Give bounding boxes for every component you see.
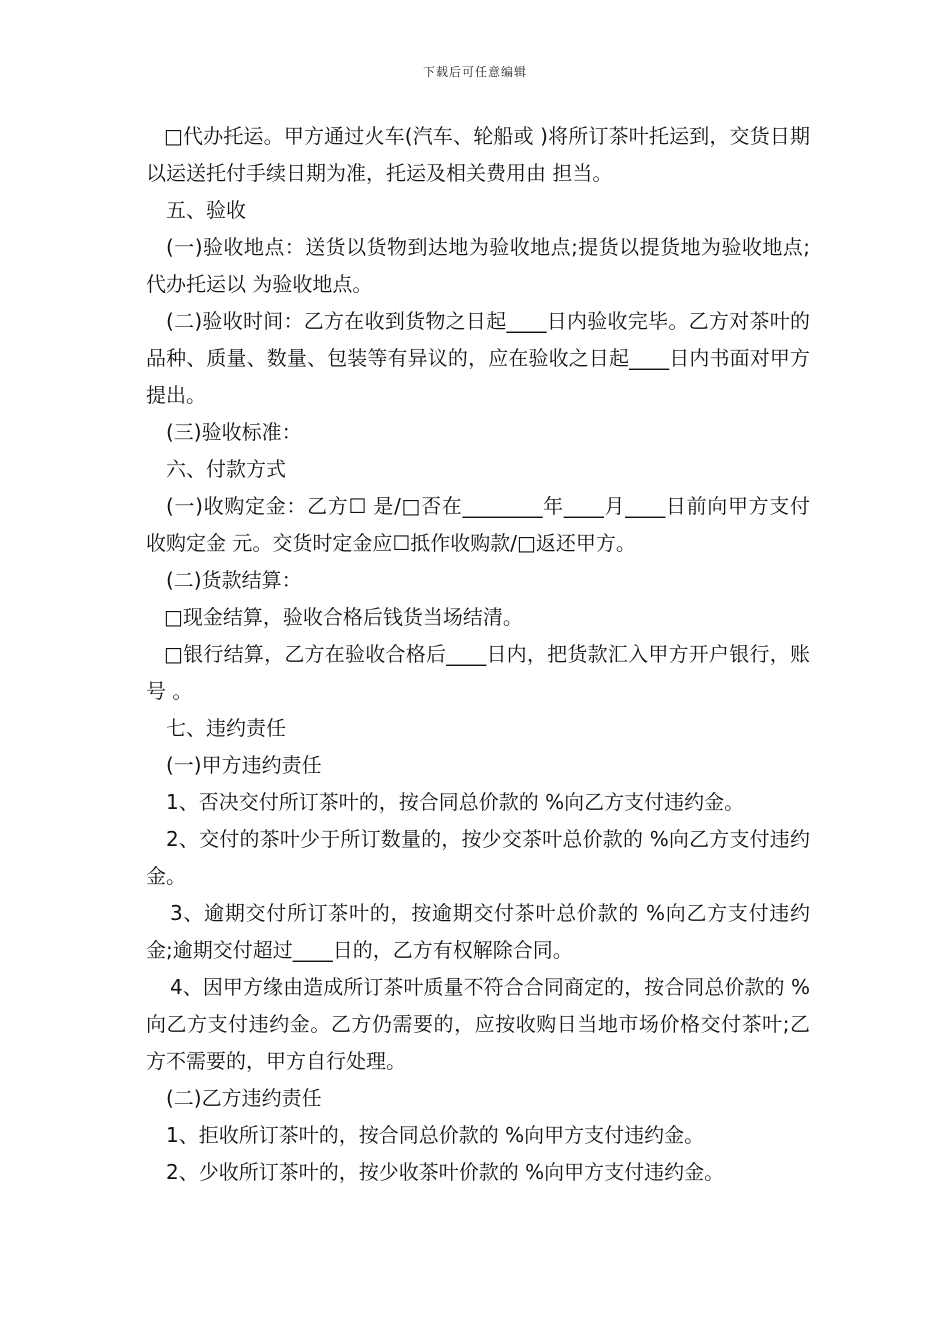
paragraph-consignment: □代办托运。甲方通过火车(汽车、轮船或 )将所订茶叶托运到，交货日期以运送托付手续日期为准，托运及相关费用由 担当。 bbox=[146, 124, 810, 185]
paragraph-deposit: (一)收购定金：乙方☐ 是/□否在________年____月____日前向甲方支付收购定金 元。交货时定金应☐抵作收购款/□返还甲方。 bbox=[146, 494, 810, 555]
paragraph-bank-settlement: □银行结算，乙方在验收合格后____日内，把货款汇入甲方开户银行，账号 。 bbox=[146, 642, 810, 703]
document-body bbox=[146, 118, 810, 1191]
paragraph-inspection-location: (一)验收地点：送货以货物到达地为验收地点;提货以提货地为验收地点;代办托运以 为验收地点。 bbox=[146, 235, 810, 296]
section-heading-inspection: 五、验收 bbox=[166, 198, 246, 222]
paragraph-inspection-standard: (三)验收标准： bbox=[166, 420, 302, 444]
paragraph-party-b-liability: (二)乙方违约责任 bbox=[166, 1086, 322, 1110]
paragraph-a-item-4: 4、因甲方缘由造成所订茶叶质量不符合合同商定的，按合同总价款的 %向乙方支付违约金。乙方仍需要的，应按收购日当地市场价格交付茶叶;乙方不需要的，甲方自行处理。 bbox=[146, 975, 810, 1073]
paragraph-party-a-liability: (一)甲方违约责任 bbox=[166, 753, 322, 777]
paragraph-b-item-1: 1、拒收所订茶叶的，按合同总价款的 %向甲方支付违约金。 bbox=[166, 1123, 705, 1147]
paragraph-inspection-time: (二)验收时间：乙方在收到货物之日起____日内验收完毕。乙方对茶叶的品种、质量、数量、包装等有异议的，应在验收之日起____日内书面对甲方提出。 bbox=[146, 309, 810, 407]
paragraph-a-item-3: 3、逾期交付所订茶叶的，按逾期交付茶叶总价款的 %向乙方支付违约金;逾期交付超过____日的，乙方有权解除合同。 bbox=[146, 901, 810, 962]
paragraph-a-item-1: 1、否决交付所订茶叶的，按合同总价款的 %向乙方支付违约金。 bbox=[166, 790, 745, 814]
paragraph-a-item-2: 2、交付的茶叶少于所订数量的，按少交茶叶总价款的 %向乙方支付违约金。 bbox=[146, 827, 810, 888]
page-header: 下载后可任意编辑 bbox=[422, 65, 527, 79]
paragraph-b-item-2: 2、少收所订茶叶的，按少收茶叶价款的 %向甲方支付违约金。 bbox=[166, 1160, 725, 1184]
paragraph-cash-settlement: □现金结算，验收合格后钱货当场结清。 bbox=[164, 605, 523, 629]
paragraph-settlement-heading: (二)货款结算： bbox=[166, 568, 302, 592]
section-heading-payment: 六、付款方式 bbox=[166, 457, 286, 481]
section-heading-liability: 七、违约责任 bbox=[166, 716, 286, 740]
